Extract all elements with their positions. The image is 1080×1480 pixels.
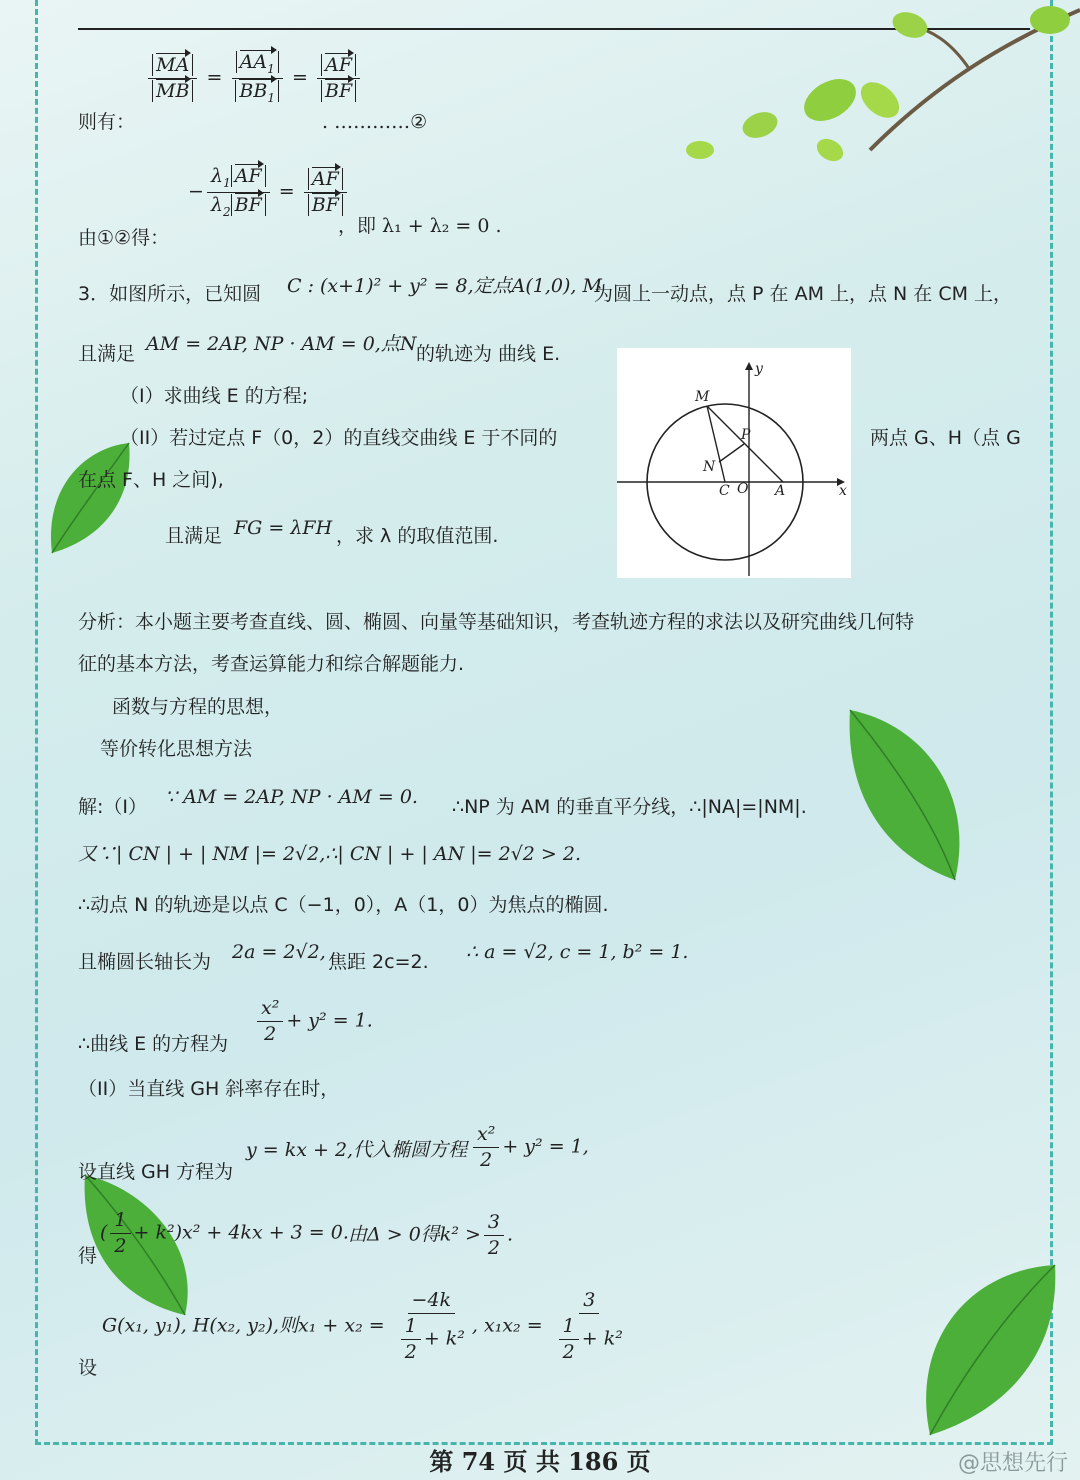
frac-32-num: 3 [484,1212,504,1236]
frac-k2-b: + k² [581,1327,623,1350]
formula-ellipse-sub [470,1124,589,1171]
text-part2-range: ，求 λ 的取值范围. [336,525,499,547]
frac-32-den: 2 [487,1236,500,1259]
text-trajectory-e: 的轨迹为 曲线 E. [416,343,561,365]
text-q3-intro: 3．如图所示，已知圆 [78,283,262,305]
point-a-label: A [775,483,786,499]
formula-a-c-b: ∴ a = √2, c = 1, b² = 1. [466,941,689,963]
frac-half-den-3: 2 [562,1340,575,1363]
formula-ratio-equality: $\frac{MA}{MB}$ = $\frac{AA_1}{BB_1}$ = $\frac{AF}{BF}$ [145,52,363,105]
point-o-label: O [737,481,749,497]
leaf-decoration-left-top [44,438,134,558]
text-analysis-4: 等价转化思想方法 [100,738,253,760]
formula-quadratic: ( $\frac{1}{2}$ + k²)x² + 4kx + 3 = 0. [100,1209,349,1257]
text-major-axis: 且椭圆长轴长为 [78,951,212,973]
leaf-decoration-right-bottom [910,1260,1060,1440]
frac-neg4k: −4k [408,1290,456,1314]
axis-y-label: y [755,361,763,377]
formula-lambda-ratio: − $\frac{\lambda_1 AF}{\lambda_2 BF}$ = $\frac{AF}{BF}$ [188,166,350,219]
quadratic-tail: + k²)x² + 4kx + 3 = 0. [133,1221,349,1244]
point-m-label: M [695,389,710,405]
text-part2-question: （II）若过定点 F（0，2）的直线交曲线 E 于不同的 [120,427,558,449]
text-curve-e-eq: ∴曲线 E 的方程为 [78,1033,229,1055]
frac-half-den: 2 [114,1234,127,1257]
frac-3: 3 [579,1290,599,1314]
text-analysis-3: 函数与方程的思想， [112,696,284,718]
formula-line-y: y = kx + 2,代入椭圆方程 [246,1139,468,1161]
text-perp-bisector: ∴NP 为 AM 的垂直平分线，∴|NA|=|NM|. [452,796,807,818]
text-ellipse-foci: ∴动点 N 的轨迹是以点 C（−1，0），A（1，0）为焦点的椭圆. [78,894,609,916]
frac-x2-b: x² [473,1124,499,1148]
formula-vector-conditions: AM = 2AP, NP · AM = 0,点N [146,333,417,355]
text-analysis-1: 分析：本小题主要考查直线、圆、椭圆、向量等基础知识，考查轨迹方程的求法以及研究曲线几何特 [78,611,915,633]
point-c-label: C [719,483,730,499]
frac-half-num: 1 [110,1210,130,1234]
text-then-have: 则有： [78,111,136,133]
ellipse-sub-tail: + y² = 1, [502,1135,589,1158]
text-solution-label: 解:（I） [78,796,148,818]
frac-half-num-2: 1 [401,1316,421,1340]
frac-2-b: 2 [480,1148,493,1171]
circle-diagram [617,348,851,578]
text-satisfy: 且满足 [78,343,136,365]
point-p-label: P [741,427,751,443]
axis-x-label: x [839,483,847,499]
text-from-1-2: 由①②得： [78,227,170,249]
text-lambda-sum: ，即 λ₁ + λ₂ = 0 . [338,215,502,237]
text-eq2-mark: . …………② [322,111,428,133]
frac-2: 2 [264,1022,277,1045]
text-line-gh: 设直线 GH 方程为 [78,1161,234,1183]
formula-sum-distances: 又∵| CN | + | NM |= 2√2,∴| CN | + | AN |= 2√2 > 2. [78,843,582,865]
text-focal-distance: 焦距 2c=2. [328,951,429,973]
vieta-mid: , x₁x₂ = [471,1314,543,1337]
frac-half-num-3: 1 [559,1316,579,1340]
text-part2-between: 在点 F、H 之间), [78,469,224,491]
text-part2-slope: （II）当直线 GH 斜率存在时， [78,1078,340,1100]
formula-vieta [102,1290,630,1363]
text-q3-moving-point: 为圆上一动点，点 P 在 AM 上，点 N 在 CM 上， [594,283,1013,305]
frac-x2: x² [257,998,283,1022]
formula-circle-c: C : (x+1)² + y² = 8,定点A(1,0), M [287,275,602,297]
formula-2a: 2a = 2√2, [232,941,326,963]
leaf-decoration-right-mid [845,705,975,885]
text-analysis-2: 征的基本方法，考查运算能力和综合解题能力. [78,653,465,675]
formula-fg-lambda-fh: FG = λFH [234,517,333,539]
text-part2-points: 两点 G、H（点 G [870,427,1021,449]
text-let: 设 [78,1357,98,1379]
formula-solution-given: ∵ AM = 2AP, NP · AM = 0. [165,786,418,808]
text-part2-satisfy: 且满足 [165,525,223,547]
text-get: 得 [78,1245,98,1267]
vieta-prefix: G(x₁, y₁), H(x₂, y₂),则x₁ + x₂ = [102,1314,385,1337]
formula-ellipse-eq [254,998,373,1045]
formula-discriminant: 由Δ > 0得k² > $\frac{3}{2}$ . [348,1211,514,1259]
discriminant-text: 由Δ > 0得k² > [348,1223,481,1246]
frac-k2: + k² [423,1327,465,1350]
watermark: @思想先行 [957,1451,1068,1476]
branch-leaves-decoration [680,0,1080,180]
text-part1-question: （I）求曲线 E 的方程; [120,385,309,407]
point-n-label: N [703,459,716,475]
page-number: 第 74 页 共 186 页 [429,1447,651,1476]
frac-half-den-2: 2 [404,1340,417,1363]
ellipse-tail: + y² = 1. [286,1009,373,1032]
